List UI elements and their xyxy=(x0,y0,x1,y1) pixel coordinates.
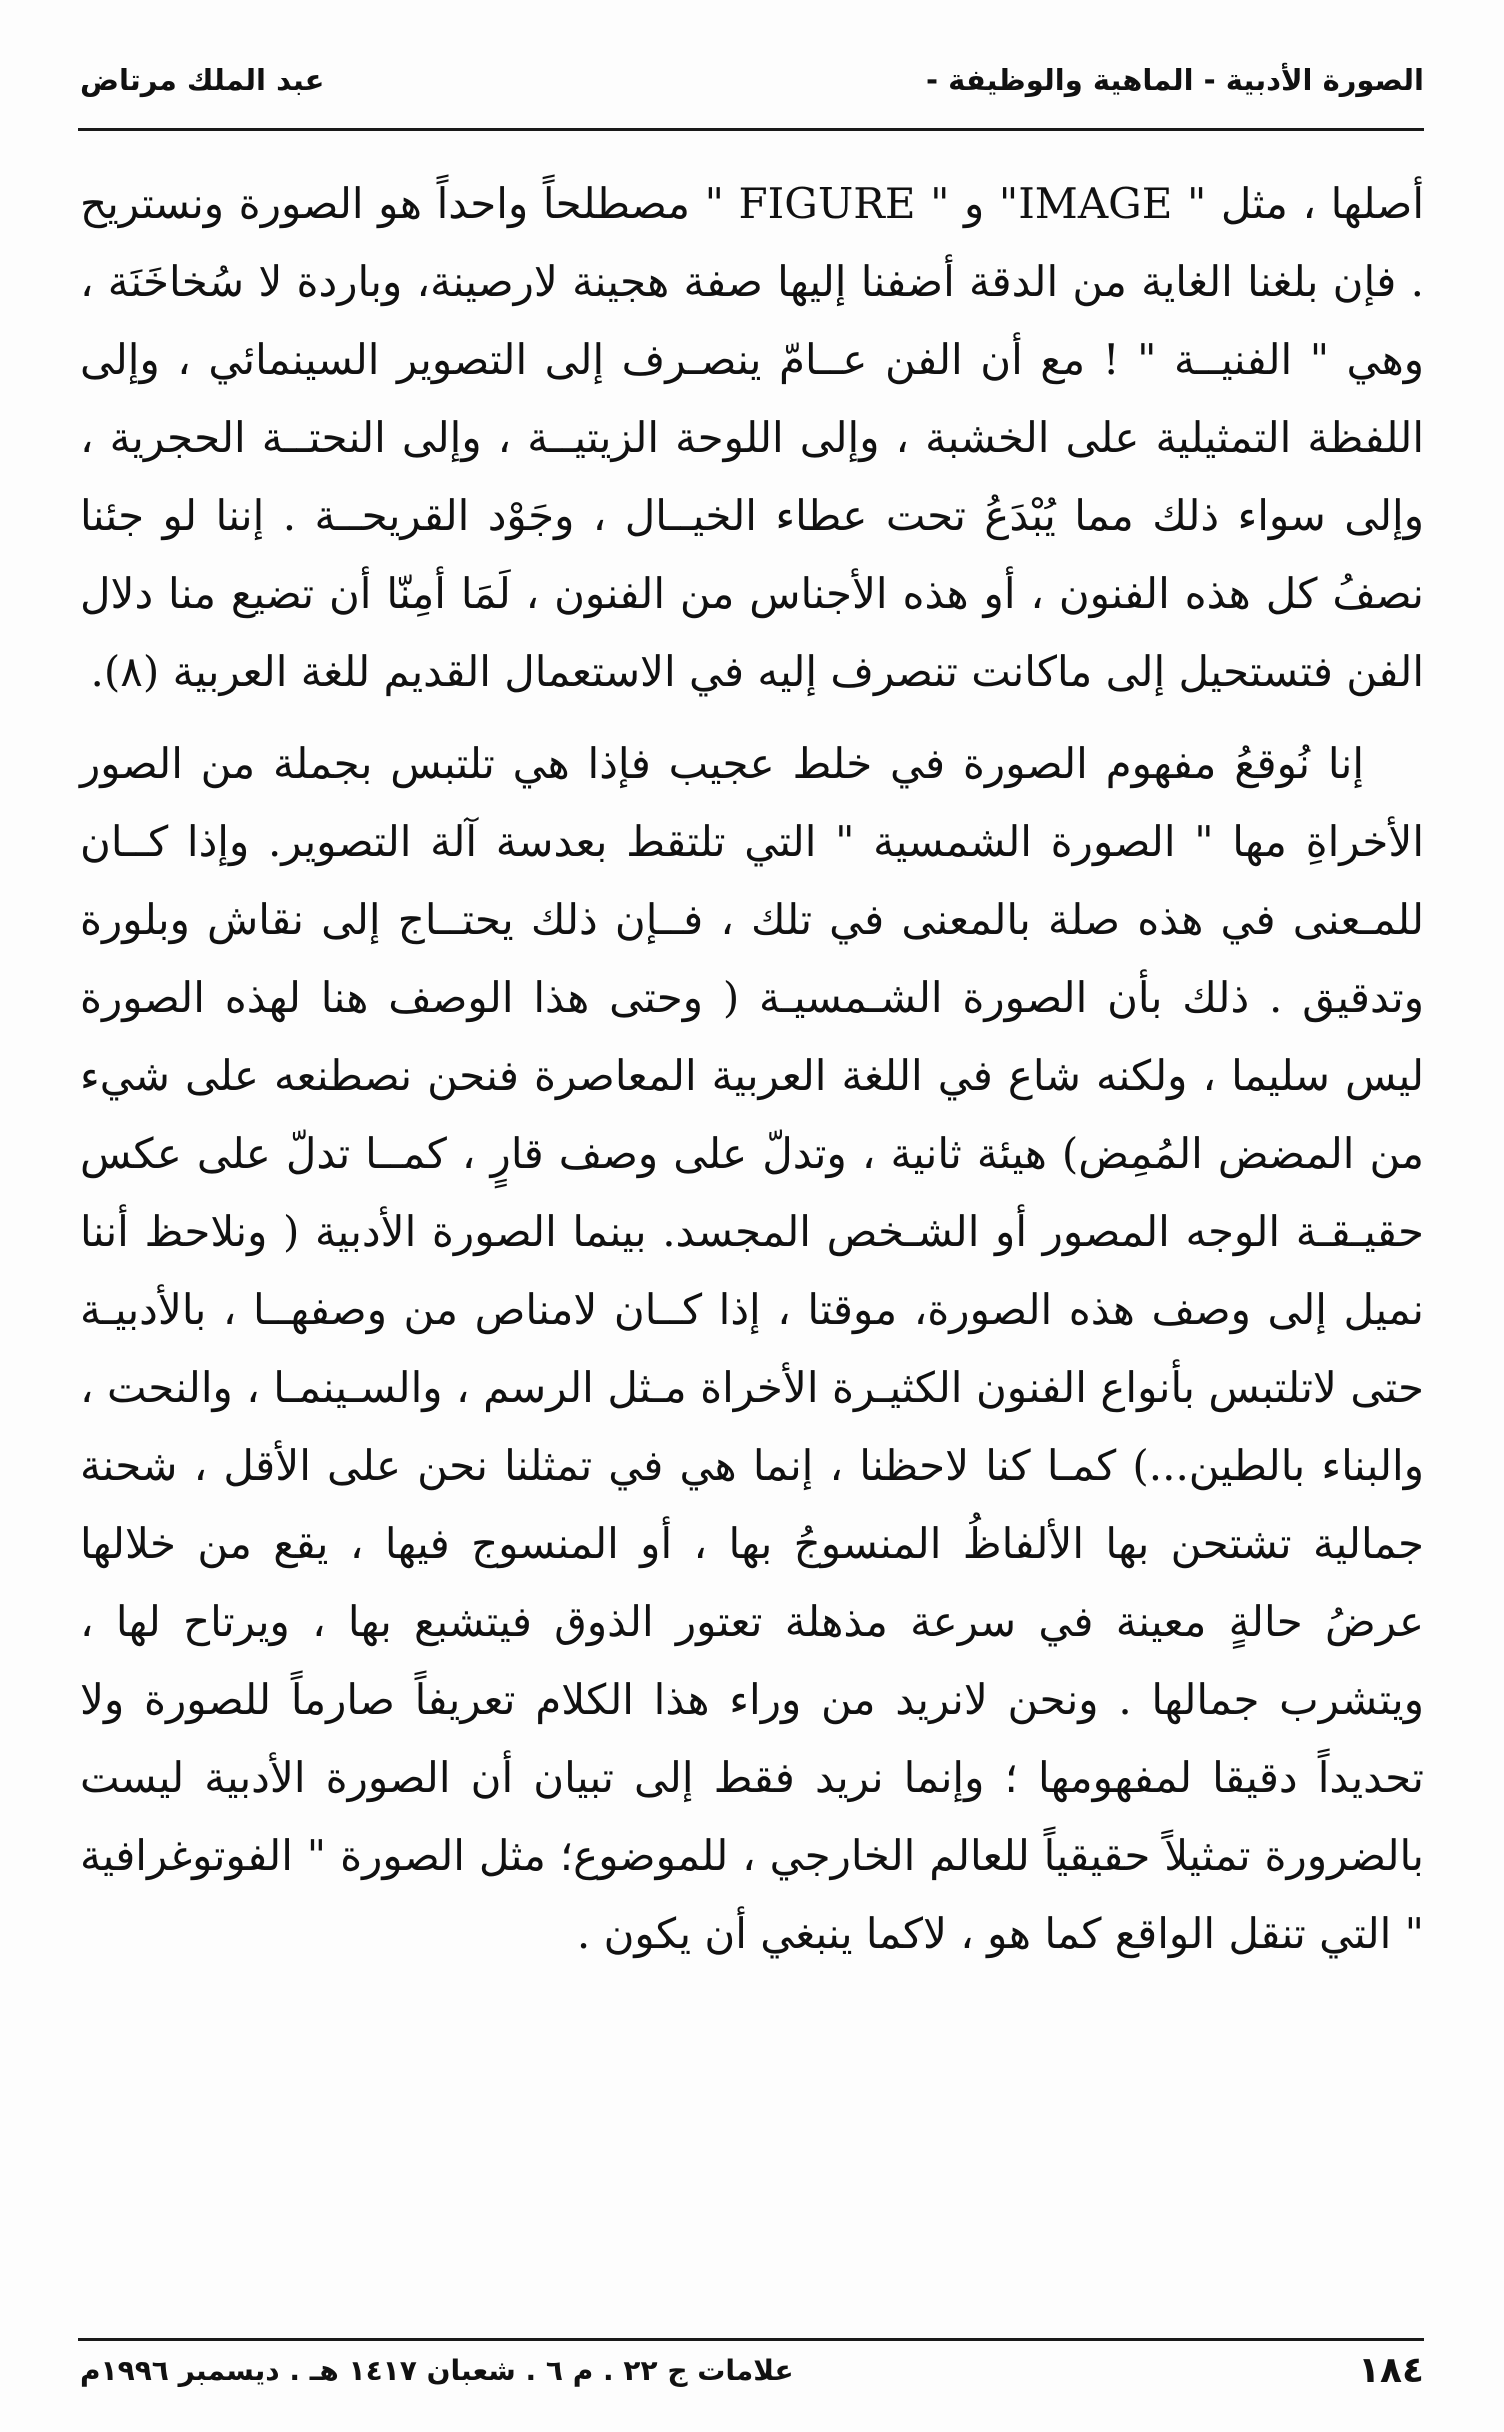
footer-divider xyxy=(78,2338,1424,2341)
header-title: الصورة الأدبية - الماهية والوظيفة - xyxy=(925,63,1424,97)
running-header xyxy=(80,60,1424,100)
paragraph-2: إنا نُوقعُ مفهوم الصورة في خلط عجيب فإذا هي تلتبس بجملة من الصور الأخراةِ مها " الصورة الشمسية " التي تلتقط بعدسة آلة التصوير. وإذا كــان للمـعنى في هذه صلة بالمعنى في تلك ، فــإن ذلك يحتــاج إلى نقاش وبلورة وتدقيق . ذلك بأن الصورة الشـمسيـة ( وحتى هذا الوصف هنا لهذه الصورة ليس سليما ، ولكنه شاع في اللغة العربية المعاصرة فنحن نصطنعه على شيء من المضض المُمِض) هيئة ثانية ، وتدلّ على وصف قارٍ ، كمــا تدلّ على عكس حقيـقـة الوجه المصور أو الشـخص المجسد. بينما الصورة الأدبية ( ونلاحظ أننا نميل إلى وصف هذه الصورة، موقتا ، إذا كــان لامناص من وصفهــا ، بالأدبيـة حتى لاتلتبس بأنواع الفنون الكثيـرة الأخراة مـثل الرسم ، والسـينمـا ، والنحت ، والبناء بالطين...) كمـا كنا لاحظنا ، إنما هي في تمثلنا نحن على الأقل ، شحنة جمالية تشتحن بها الألفاظُ المنسوجُ بها ، أو المنسوج فيها ، يقع من خلالها عرضُ حالةٍ معينة في سرعة مذهلة تعتور الذوق فيتشبع بها ، ويرتاح لها ، ويتشرب جمالها . ونحن لانريد من وراء هذا الكلام تعريفاً صارماً للصورة ولا تحديداً دقيقا لمفهومها ؛ وإنما نريد فقط إلى تبيان أن الصورة الأدبية ليست بالضرورة تمثيلاً حقيقياً للعالم الخارجي ، للموضوع؛ مثل الصورة " الفوتوغرافية " التي تنقل الواقع كما هو ، لاكما ينبغي أن يكون . xyxy=(80,739,1424,1958)
main-text xyxy=(80,165,1424,1973)
issue-info: علامات ج ٢٢ . م ٦ . شعبان ١٤١٧ هـ . ديسمبر ١٩٩٦م xyxy=(80,2354,794,2387)
header-divider xyxy=(78,128,1424,131)
paragraph-1: أصلها ، مثل " IMAGE" و " FIGURE " مصطلحاً واحداً هو الصورة ونستريح . فإن بلغنا الغاية من الدقة أضفنا إليها صفة هجينة لارصينة، وباردة لا سُخاخَنَة ، وهي " الفنيــة " ! مع أن الفن عــامّ ينصـرف إلى التصوير السينمائي ، وإلى اللفظة التمثيلية على الخشبة ، وإلى اللوحة الزيتيــة ، وإلى النحتــة الحجرية ، وإلى سواء ذلك مما يُبْدَعُ تحت عطاء الخيــال ، وجَوْد القريحــة . إننا لو جئنا نصفُ كل هذه الفنون ، أو هذه الأجناس من الفنون ، لَمَا أمِنّا أن تضيع منا دلال الفن فتستحيل إلى ماكانت تنصرف إليه في الاستعمال القديم للغة العربية (٨). xyxy=(80,179,1424,696)
header-author: عبد الملك مرتاض xyxy=(80,63,325,97)
page-number: ١٨٤ xyxy=(1358,2350,1424,2391)
page-footer xyxy=(80,2346,1424,2396)
